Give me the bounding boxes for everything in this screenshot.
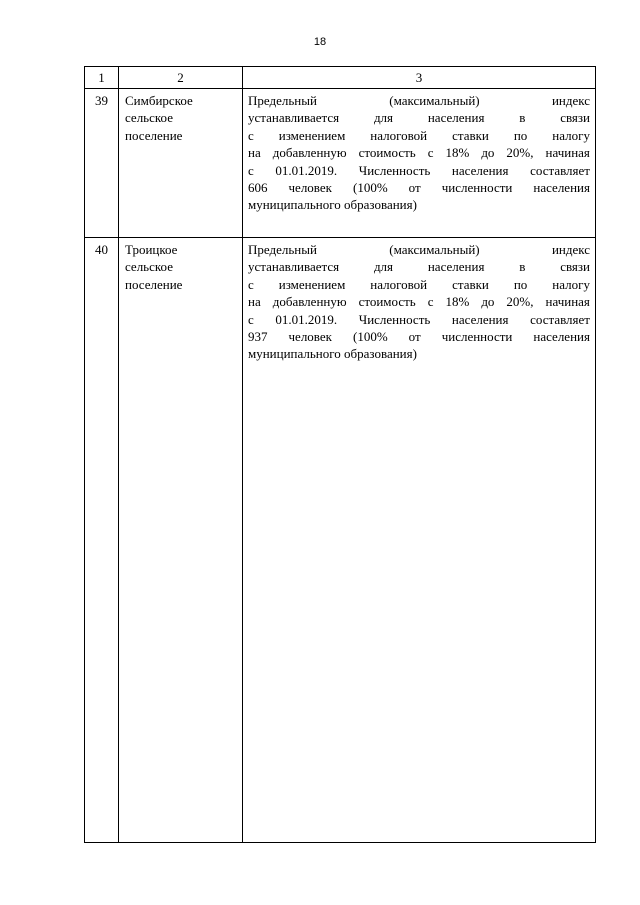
- description-word: для: [373, 259, 394, 275]
- settlement-name: [119, 238, 243, 843]
- description-word: (максимальный): [389, 93, 480, 108]
- settlement-name-line: Симбирское: [125, 93, 193, 108]
- settlement-name-line: поселение: [125, 276, 183, 292]
- description-word: численности: [441, 180, 513, 196]
- description-word: Численность: [358, 311, 431, 327]
- description-word: населения: [533, 180, 590, 196]
- description-line: [248, 345, 590, 362]
- description-word: 20%,: [506, 294, 534, 310]
- description-word: (100%: [352, 180, 388, 196]
- description-word: связи: [560, 259, 590, 275]
- settlement-name-line: Троицкое: [125, 242, 178, 257]
- description-word: (100%: [352, 329, 388, 345]
- description-word: ставки: [452, 276, 489, 292]
- description-word: связи: [560, 110, 590, 126]
- page-number: 18: [313, 36, 327, 48]
- description-word: численности: [441, 329, 513, 345]
- row-description: [243, 89, 596, 238]
- description-word: начиная: [545, 294, 590, 310]
- header-cell-3: 3: [243, 67, 596, 89]
- description-word: Предельный: [248, 93, 317, 108]
- description-word: изменением: [278, 127, 346, 143]
- description-line: [248, 328, 590, 345]
- description-word: в: [519, 259, 526, 275]
- description-word: до: [481, 145, 495, 161]
- description-word: 18%: [445, 145, 470, 161]
- description-word: населения: [427, 110, 485, 126]
- description-word: с: [248, 127, 254, 143]
- description-word: индекс: [551, 93, 590, 108]
- description-word: налоговой: [370, 127, 428, 143]
- description-line: [248, 311, 590, 328]
- description-word: Численность: [358, 162, 431, 178]
- settlement-name-line: сельское: [125, 110, 173, 126]
- description-word: ставки: [452, 127, 489, 143]
- description-word: 937: [248, 329, 268, 345]
- description-word: населения: [451, 311, 509, 327]
- description-word: стоимость: [358, 145, 416, 161]
- table-header-row: [85, 67, 596, 89]
- description-line: [248, 109, 590, 126]
- description-line: [248, 196, 590, 213]
- description-word: составляет: [530, 311, 590, 327]
- settlement-name-line: поселение: [125, 127, 183, 143]
- description-word: добавленную: [272, 294, 347, 310]
- row-number: 39: [85, 89, 119, 238]
- description-word: добавленную: [272, 145, 347, 161]
- header-cell-1: 1: [85, 67, 119, 89]
- description-word: с: [427, 145, 434, 161]
- description-word: от: [408, 180, 421, 196]
- description-word: в: [519, 110, 526, 126]
- description-word: населения: [427, 259, 485, 275]
- description-word: 20%,: [506, 145, 534, 161]
- settlement-name-line: сельское: [125, 259, 173, 275]
- description-word: населения: [451, 162, 509, 178]
- description-word: стоимость: [358, 294, 416, 310]
- row-description: [243, 238, 596, 843]
- description-word: на: [248, 294, 261, 310]
- description-word: муниципального образования): [248, 346, 417, 362]
- description-word: 18%: [445, 294, 470, 310]
- description-line: [248, 92, 590, 109]
- description-word: (максимальный): [389, 242, 480, 257]
- description-word: налоговой: [370, 276, 428, 292]
- description-word: налогу: [552, 276, 590, 292]
- description-word: муниципального образования): [248, 197, 417, 213]
- description-line: [248, 241, 590, 258]
- description-word: с: [248, 162, 254, 178]
- description-word: индекс: [551, 242, 590, 257]
- description-word: с: [427, 294, 434, 310]
- description-line: [248, 258, 590, 275]
- description-line: [248, 162, 590, 179]
- description-word: 01.01.2019.: [275, 162, 338, 178]
- description-word: с: [248, 311, 254, 327]
- description-word: изменением: [278, 276, 346, 292]
- description-word: по: [513, 276, 528, 292]
- description-line: [248, 144, 590, 161]
- description-line: [248, 179, 590, 196]
- description-word: с: [248, 276, 254, 292]
- description-word: составляет: [530, 162, 590, 178]
- description-line: [248, 293, 590, 310]
- tariff-index-table: [84, 66, 596, 843]
- description-word: начиная: [545, 145, 590, 161]
- description-word: для: [373, 110, 394, 126]
- description-line: [248, 276, 590, 293]
- description-word: устанавливается: [248, 110, 340, 126]
- row-number: 40: [85, 238, 119, 843]
- description-word: от: [408, 329, 421, 345]
- description-word: до: [481, 294, 495, 310]
- description-line: [248, 127, 590, 144]
- table-row: [85, 89, 596, 238]
- description-word: человек: [288, 329, 332, 345]
- description-word: 606: [248, 180, 268, 196]
- description-word: на: [248, 145, 261, 161]
- header-cell-2: 2: [119, 67, 243, 89]
- description-word: 01.01.2019.: [275, 311, 338, 327]
- description-word: налогу: [552, 127, 590, 143]
- description-word: по: [513, 127, 528, 143]
- description-word: населения: [533, 329, 590, 345]
- settlement-name: [119, 89, 243, 238]
- description-word: человек: [288, 180, 332, 196]
- description-word: Предельный: [248, 242, 317, 257]
- description-word: устанавливается: [248, 259, 340, 275]
- table-row: [85, 238, 596, 843]
